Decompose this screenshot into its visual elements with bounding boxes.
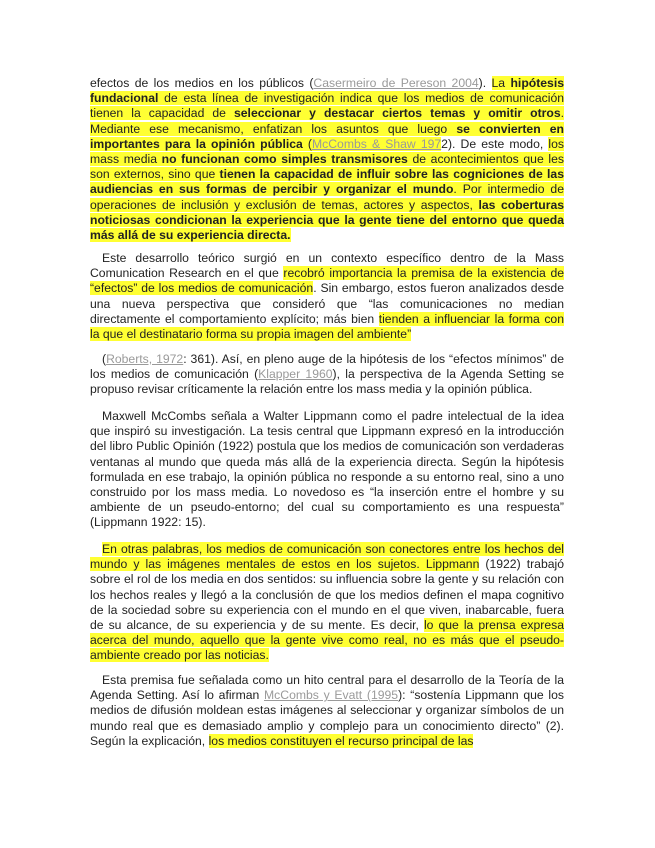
highlighted-text: . Por intermedio de operaciones de inclusión y exclusión de temas, actores y aspectos, (90, 182, 564, 212)
highlighted-text: La (491, 76, 511, 90)
highlighted-text: de acontecimientos que les son externos, sino que (90, 152, 564, 182)
paragraph-5 (90, 542, 564, 664)
paragraph-6 (90, 673, 564, 749)
body-text: ), la perspectiva de la Agenda Setting se propuso revisar críticamente la relación entre los mass media y la opinión pública. (90, 367, 564, 397)
body-text: 2). De este modo, (441, 136, 549, 151)
highlighted-text: seleccionar y destacar ciertos temas y omitir otros (234, 106, 561, 121)
highlighted-text: las coberturas noticiosas condicionan la experiencia que la gente tiene del entorno que queda más allá de su experiencia directa. (90, 197, 565, 243)
highlighted-text: Lippmann (425, 557, 480, 572)
highlighted-text: de esta línea de investigación indica que los medios de comunicación tienen la capacidad de (90, 91, 564, 121)
highlighted-text: tienden a influenciar la forma con la que el destinatario forma su propia imagen del ambiente” (90, 311, 564, 342)
highlighted-text: hipótesis fundacional (90, 76, 564, 106)
highlighted-text: ( (302, 136, 312, 151)
highlighted-text: recobró importancia la premisa de la existencia de “efectos” de los medios de comunicación (90, 266, 564, 296)
highlighted-text: . Mediante ese mecanismo, enfatizan los asuntos que luego (90, 106, 564, 136)
citation-link[interactable]: Klapper 1960 (258, 367, 333, 382)
body-text: ( (102, 352, 107, 366)
highlighted-text: los mass media (90, 136, 564, 167)
paragraph-4 (90, 409, 564, 531)
body-text: Este desarrollo teórico surgió en un contexto específico dentro de la Mass Comunication Research en el que (90, 251, 564, 281)
body-text: efectos de los medios en los públicos ( (90, 76, 314, 90)
highlighted-text: se convierten en importantes para la opinión pública (90, 121, 564, 151)
citation-link[interactable]: McCombs y Evatt (1995 (264, 688, 399, 703)
paragraph-2 (90, 251, 564, 342)
body-text: (1922) trabajó sobre el rol de los media en dos sentidos: su influencia sobre la gente y su relación con los hechos reales y llegó a la conclusión de que los medios definen el mapa cognitivo de la sociedad sobre su experiencia con el mundo en el que viven, inabarcable, fuera de su alcance, de su experiencia y de su mente. Es decir, (90, 557, 564, 633)
body-text: ): “sostenía Lippmann que los medios de difusión moldean estas imágenes al seleccionar y organizar símbolos de un mundo real que es demasiado amplio y complejo para un conocimiento directo” (2). Según la explicación, (90, 688, 565, 748)
highlighted-text: tienen la capacidad de influir sobre las cogniciones de las audiencias en sus formas de percibir y organizar el mundo (90, 167, 564, 197)
body-text: Esta premisa fue señalada como un hito central para el desarrollo de la Teoría de la Agenda Setting. Así lo afirman (90, 673, 564, 703)
body-text: Maxwell McCombs señala a Walter Lippmann como el padre intelectual de la idea que inspiró su investigación. La tesis central que Lippmann expresó en la introducción del libro Public Opinión (1922) postula que los medios de comunicación son verdaderas ventanas al mundo que queda más allá de la experiencia directa. Según la hipótesis formulada en ese trabajo, la opinión pública no responde a su entorno real, sino a uno construido por los mass media. Lo novedoso es “la inserción entre el hombre y su ambiente de un pseudo-entorno; del cual su comportamiento es una respuesta” (Lippmann 1922: 15). (90, 409, 564, 530)
paragraph-1 (90, 76, 564, 243)
citation-link[interactable]: Casermeiro de Pereson 2004 (313, 76, 479, 90)
body-text: : 361). Así, en pleno auge de la hipótesis de los “efectos mínimos” de los medios de comunicación ( (90, 352, 564, 382)
paragraph-3 (90, 352, 564, 398)
highlighted-text: no funcionan como simples transmisores (161, 152, 408, 167)
highlighted-text: lo que la prensa expresa acerca del mundo, aquello que la gente vive como real, no es más que el pseudo-ambiente creado por las noticias. (90, 618, 564, 663)
highlighted-text: los medios constituyen el recurso principal de las (208, 733, 474, 748)
citation-link[interactable]: McCombs & Shaw 197 (312, 136, 442, 151)
body-text: . Sin embargo, estos fueron analizados desde una nueva perspectiva que consideró que “las comunicaciones no median directamente el comportamiento explícito; más bien (90, 281, 564, 326)
highlighted-text: En otras palabras, los medios de comunicación son conectores entre los hechos del mundo y las imágenes mentales de estos en los sujetos. (90, 542, 564, 572)
citation-link[interactable]: Roberts, 1972 (106, 352, 184, 366)
body-text: ). (478, 76, 492, 90)
